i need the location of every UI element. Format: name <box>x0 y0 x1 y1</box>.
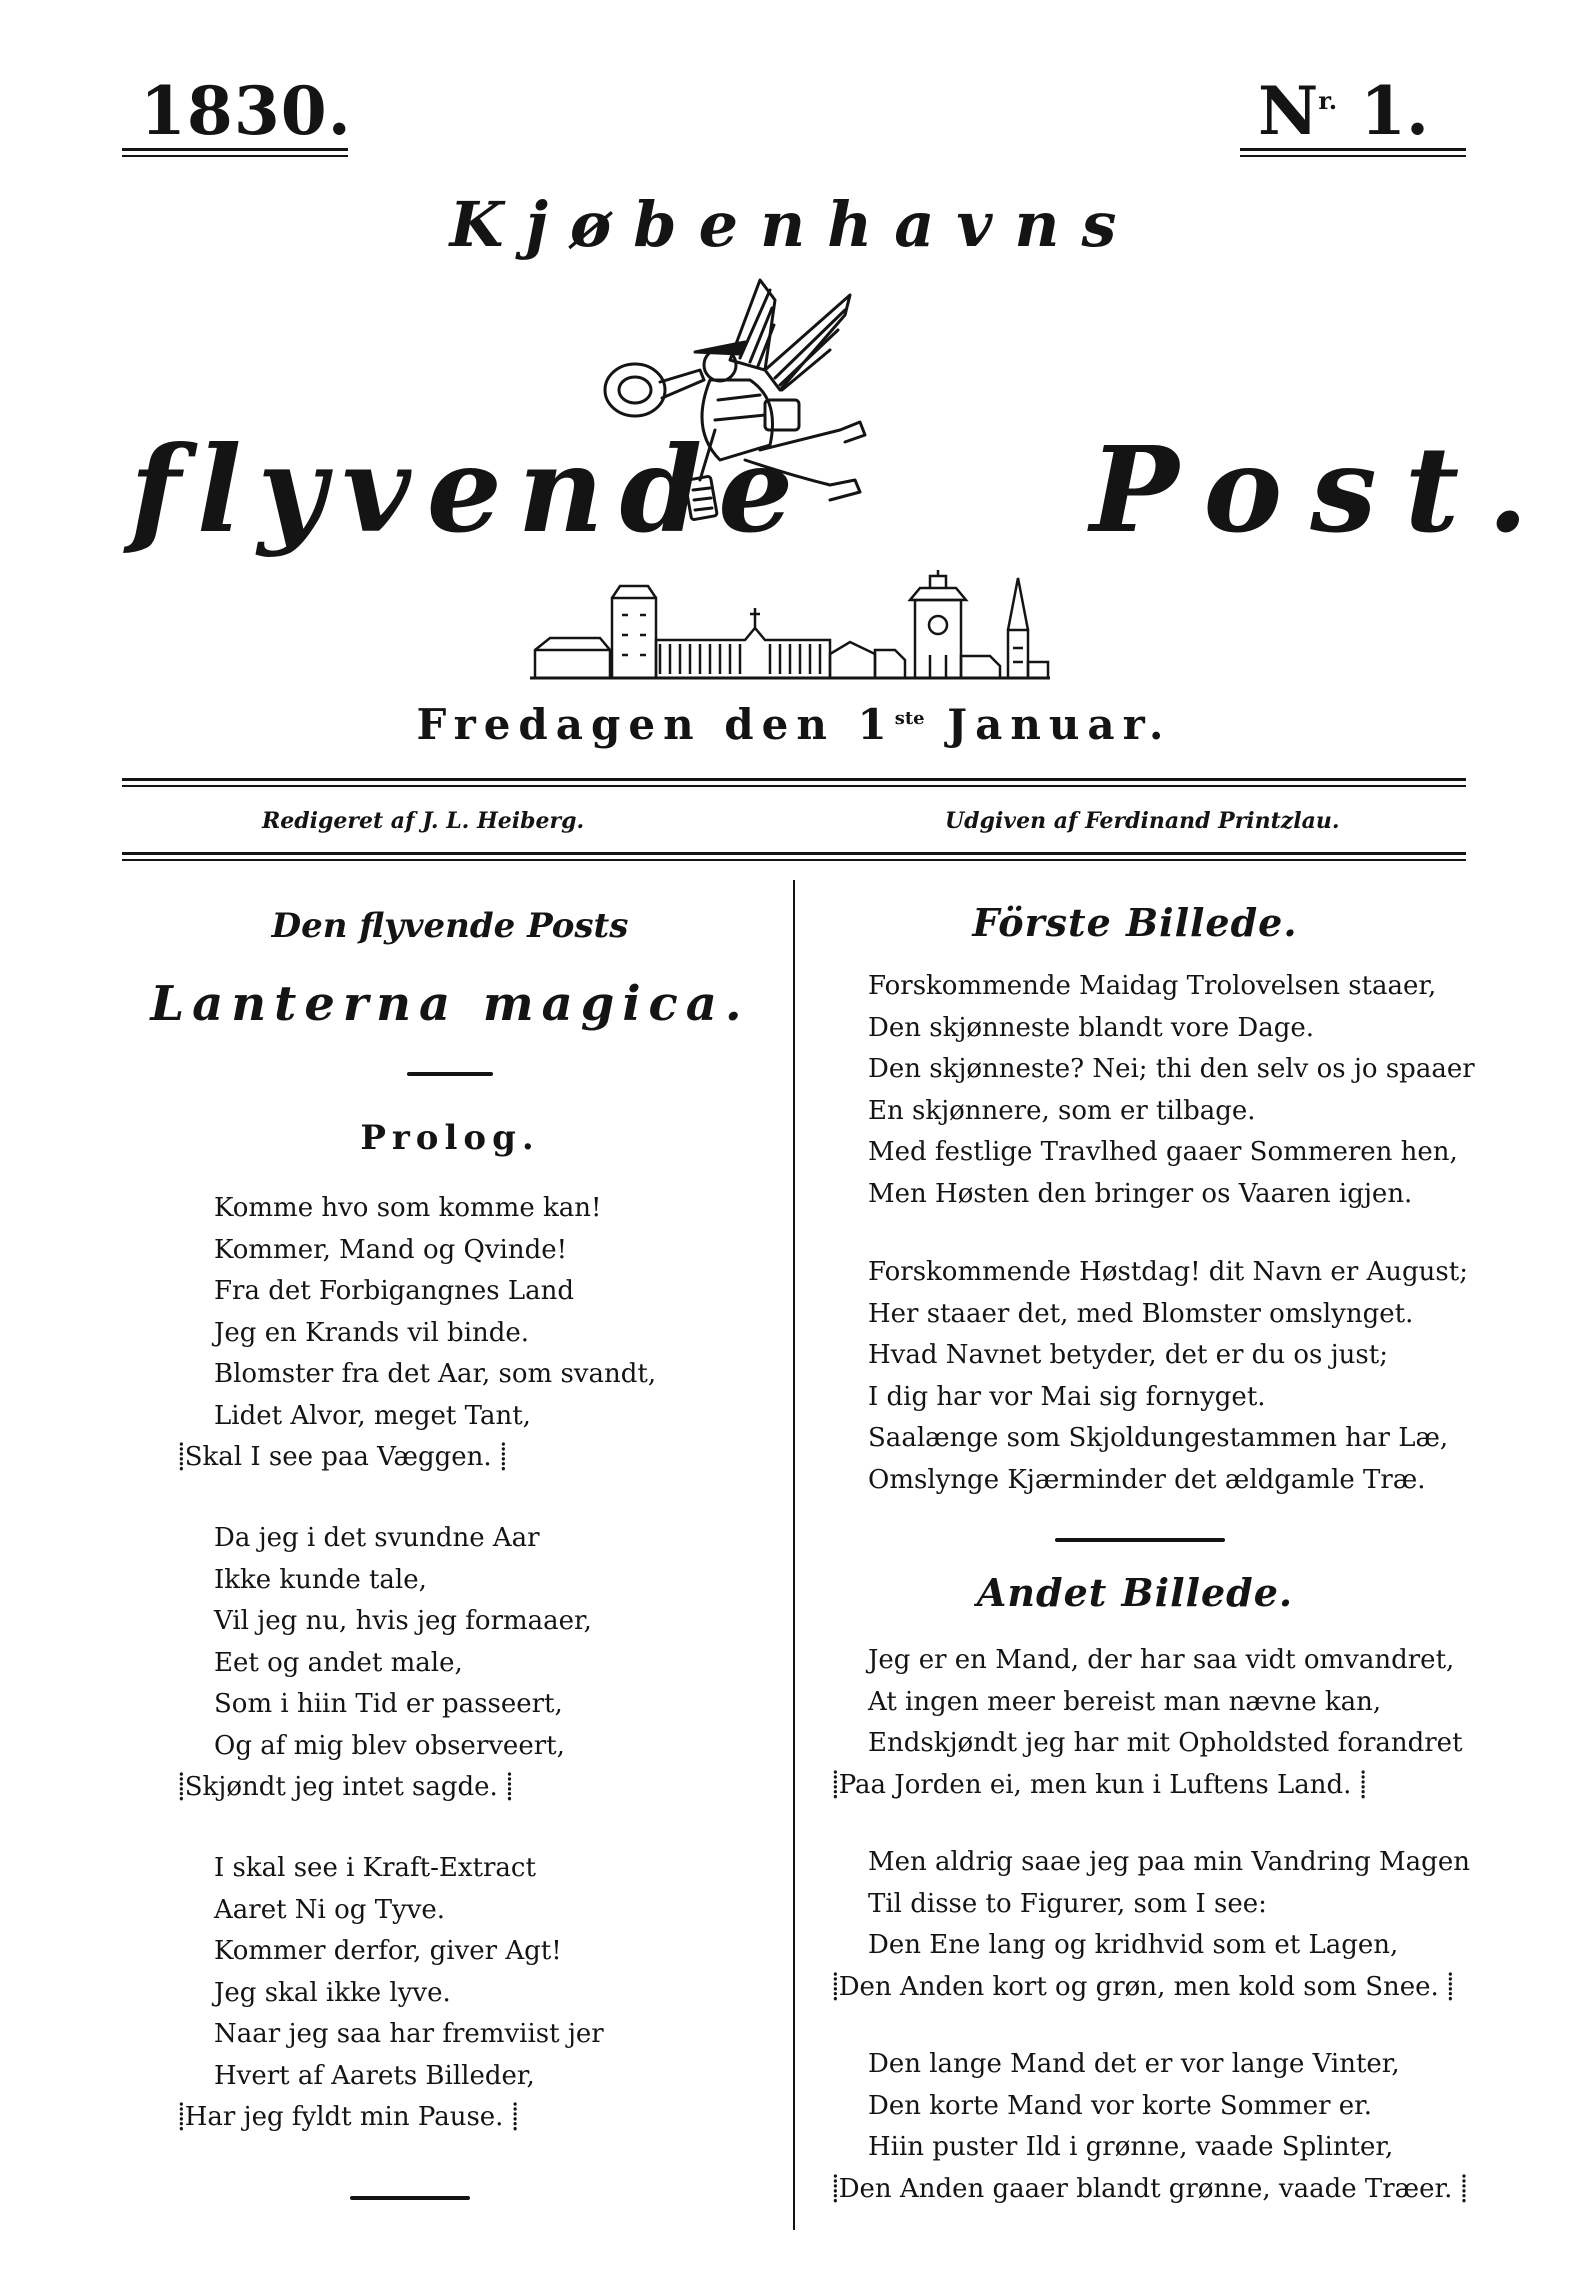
verse-line: En skjønnere, som er tilbage. <box>868 1095 1256 1126</box>
verse-line: I dig har vor Mai sig fornyget. <box>868 1381 1266 1412</box>
verse-line: Hvert af Aarets Billeder, <box>214 2060 535 2091</box>
section-2-stanza-1 <box>832 1640 1463 1806</box>
left-title: Lanterna magica. <box>150 976 750 1032</box>
ornament-rule <box>407 1072 493 1076</box>
section-1-title: Förste Billede. <box>972 900 1298 945</box>
section-2-title: Andet Billede. <box>976 1570 1294 1615</box>
editor-line: Redigeret af J. L. Heiberg. <box>262 808 585 834</box>
verse-line: Forskommende Maidag Trolovelsen staaer, <box>868 971 1437 1001</box>
verse-line: Hiin puster Ild i grønne, vaade Splinter, <box>868 2132 1394 2162</box>
verse-line: Men Høsten den bringer os Vaaren igjen. <box>868 1178 1413 1209</box>
column-divider <box>793 880 795 2230</box>
verse-line: Den lange Mand det er vor lange Vinter, <box>868 2049 1400 2079</box>
issue-underline <box>1240 148 1466 157</box>
verse-line: Jeg skal ikke lyve. <box>214 1977 451 2008</box>
prolog-stanza-1 <box>178 1188 656 1479</box>
repeat-verse-line: ⸽ Skjøndt jeg intet sagde. ⸽ <box>178 1767 592 1809</box>
verse-line: Som i hiin Tid er passeert, <box>214 1689 563 1719</box>
flying-postman-icon <box>560 270 920 570</box>
title-city: Kjøbenhavns <box>449 188 1139 261</box>
verse-line: Og af mig blev observeert, <box>214 1730 565 1761</box>
prolog-title: Prolog. <box>360 1118 540 1158</box>
prolog-stanza-3 <box>178 1848 604 2139</box>
verse-line: Endskjøndt jeg har mit Opholdsted forandret <box>868 1728 1463 1758</box>
verse-line: Med festlige Travlhed gaaer Sommeren hen, <box>868 1137 1458 1167</box>
verse-line: Aaret Ni og Tyve. <box>214 1894 446 1925</box>
repeat-verse-line: ⸽ Den Anden gaaer blandt grønne, vaade Træer. ⸽ <box>832 2169 1467 2211</box>
verse-line: Den korte Mand vor korte Sommer er. <box>868 2090 1373 2121</box>
year: 1830. <box>140 72 352 150</box>
repeat-verse-line: ⸽ Den Anden kort og grøn, men kold som Snee. ⸽ <box>832 1967 1470 2009</box>
repeat-verse-line: ⸽ Paa Jorden ei, men kun i Luftens Land. ⸽ <box>832 1765 1463 1807</box>
section-1-stanza-2 <box>868 1252 1468 1501</box>
verse-line: At ingen meer bereist man nævne kan, <box>868 1686 1382 1717</box>
left-kicker: Den flyvende Posts <box>271 906 629 946</box>
repeat-verse-line: ⸽ Skal I see paa Væggen. ⸽ <box>178 1437 656 1479</box>
verse-line: Den Ene lang og kridhvid som et Lagen, <box>868 1930 1399 1960</box>
verse-line: Den skjønneste blandt vore Dage. <box>868 1012 1314 1043</box>
imprint-top-rule <box>122 778 1466 787</box>
verse-line: Til disse to Figurer, som I see: <box>868 1888 1267 1919</box>
verse-line: Her staaer det, med Blomster omslynget. <box>868 1298 1414 1329</box>
section-2-stanza-2 <box>832 1842 1470 2008</box>
verse-line: Fra det Forbigangnes Land <box>214 1276 575 1306</box>
ornament-rule <box>350 2196 470 2200</box>
title-flyvende: flyvende <box>130 420 810 559</box>
verse-line: Jeg en Krands vil binde. <box>214 1317 530 1348</box>
publisher-line: Udgiven af Ferdinand Printzlau. <box>945 808 1340 834</box>
verse-line: Saalænge som Skjoldungestammen har Læ, <box>868 1423 1449 1453</box>
verse-line: Kommer derfor, giver Agt! <box>214 1936 562 1966</box>
section-2-stanza-3 <box>832 2044 1467 2210</box>
ornament-rule <box>1055 1538 1225 1542</box>
verse-line: Forskommende Høstdag! dit Navn er August; <box>868 1257 1468 1287</box>
issue-date: Fredagen den 1ste Januar. <box>416 700 1172 749</box>
prolog-stanza-2 <box>178 1518 592 1809</box>
city-skyline-icon <box>530 570 1050 680</box>
year-underline <box>122 148 348 157</box>
verse-line: Komme hvo som komme kan! <box>214 1193 602 1223</box>
verse-line: Hvad Navnet betyder, det er du os just; <box>868 1340 1388 1370</box>
issue-number: $N^{r.}$ 1. <box>1258 72 1430 150</box>
imprint-bottom-rule <box>122 852 1466 861</box>
verse-line: Naar jeg saa har fremviist jer <box>214 2019 604 2049</box>
verse-line: Lidet Alvor, meget Tant, <box>214 1400 531 1431</box>
verse-line: Omslynge Kjærminder det ældgamle Træ. <box>868 1464 1426 1495</box>
repeat-verse-line: ⸽ Har jeg fyldt min Pause. ⸽ <box>178 2097 604 2139</box>
verse-line: Men aldrig saae jeg paa min Vandring Magen <box>868 1847 1470 1877</box>
verse-line: Eet og andet male, <box>214 1647 463 1678</box>
verse-line: Ikke kunde tale, <box>214 1564 427 1595</box>
verse-line: Blomster fra det Aar, som svandt, <box>214 1359 657 1389</box>
title-post: Post. <box>1090 420 1557 559</box>
verse-line: Den skjønneste? Nei; thi den selv os jo spaaer <box>868 1054 1475 1084</box>
verse-line: I skal see i Kraft-Extract <box>214 1853 536 1883</box>
verse-line: Da jeg i det svundne Aar <box>214 1523 540 1553</box>
verse-line: Jeg er en Mand, der har saa vidt omvandret, <box>868 1645 1455 1675</box>
section-1-stanza-1 <box>868 966 1475 1215</box>
verse-line: Vil jeg nu, hvis jeg formaaer, <box>214 1606 592 1636</box>
verse-line: Kommer, Mand og Qvinde! <box>214 1234 568 1265</box>
